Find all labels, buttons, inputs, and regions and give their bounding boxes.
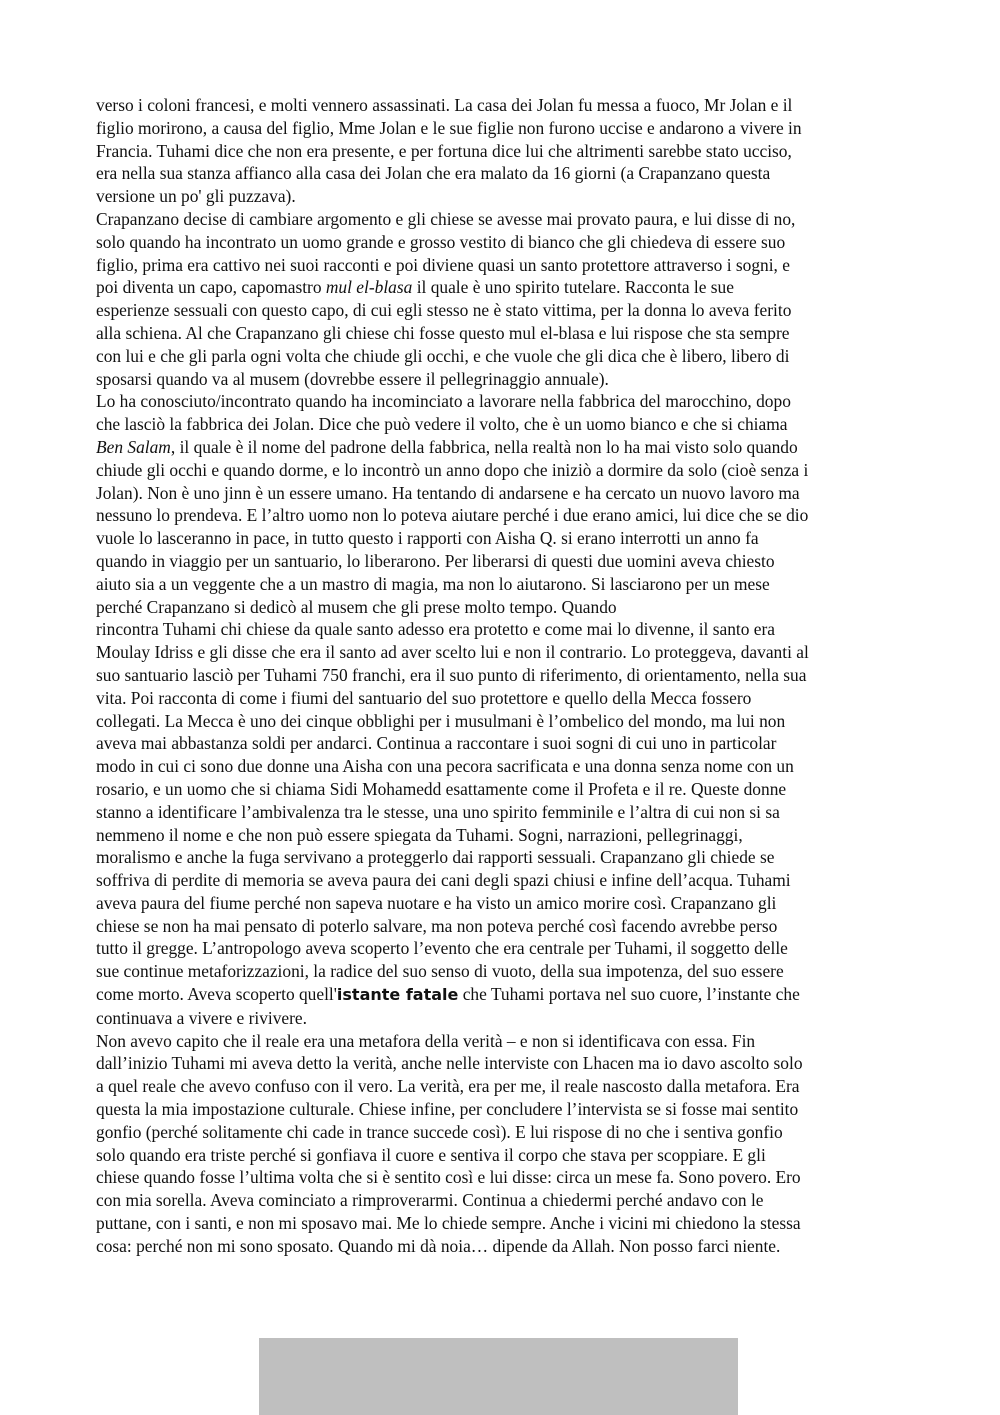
text-line: quando in viaggio per un santuario, lo liberarono. Per liberarsi di questi due uomini aveva chiesto xyxy=(96,550,775,571)
text-line: nessuno lo prendeva. E l’altro uomo non lo poteva aiutare perché i due erano amici, lui dice che se dio xyxy=(96,505,809,526)
text-line: gonfio (perché solitamente chi cade in trance succede così). E lui rispose di no che i sentiva gonfio xyxy=(96,1121,783,1142)
text-line: nemmeno il nome e che non può essere spiegata da Tuhami. Sogni, narrazioni, pellegrinaggi, xyxy=(96,824,743,845)
text-segment: il quale è uno spirito tutelare. Racconta le sue xyxy=(412,277,734,298)
text-line: Lo ha conosciuto/incontrato quando ha incominciato a lavorare nella fabbrica del marocchino, dopo xyxy=(96,391,791,412)
text-line: con lui e che gli parla ogni volta che chiude gli occhi, e che vuole che gli dica che è libero, libero di xyxy=(96,345,790,366)
text-line: alla schiena. Al che Crapanzano gli chiese chi fosse questo mul el-blasa e lui rispose che sta sempre xyxy=(96,322,790,343)
text-line: moralismo e anche la fuga servivano a proteggerlo dai rapporti sessuali. Crapanzano gli chiede se xyxy=(96,847,775,868)
text-line: chiese quando fosse l’ultima volta che si è sentito così e lui disse: circa un mese fa. Sono povero. Ero xyxy=(96,1167,801,1188)
text-line: questa la mia impostazione culturale. Chiese infine, per concludere l’intervista se si fosse mai sentito xyxy=(96,1099,799,1120)
text-line: chiude gli occhi e quando dorme, e lo incontrò un anno dopo che iniziò a dormire da solo (cioè senza i xyxy=(96,459,809,480)
text-line: solo quando ha incontrato un uomo grande e grosso vestito di bianco che gli chiedeva di essere suo xyxy=(96,231,786,252)
text-line: aiuto sia a un veggente che a un mastro di magia, ma non lo aiutarono. Si lasciarono per un mese xyxy=(96,573,770,594)
text-line: vuole lo lasceranno in pace, in tutto questo i rapporti con Aisha Q. si erano interrotti un anno fa xyxy=(96,528,759,549)
bold-phrase: istante fatale xyxy=(336,985,459,1005)
text-segment: che Tuhami portava nel suo cuore, l’instante che xyxy=(458,984,800,1005)
text-line: era nella sua stanza affianco alla casa dei Jolan che era malato da 16 giorni (a Crapanzano questa xyxy=(96,163,771,184)
text-line: Jolan). Non è uno jinn è un essere umano. Ha tentando di andarsene e ha cercato un nuovo lavoro ma xyxy=(96,482,800,503)
text-line: suo santuario lasciò per Tuhami 750 franchi, era il suo punto di riferimento, di orientamento, nella sua xyxy=(96,664,807,685)
text-segment: , il quale è il nome del padrone della fabbrica, nella realtà non lo ha mai visto solo quando xyxy=(170,436,798,457)
text-line: versione un po' gli puzzava). xyxy=(96,186,296,207)
text-line: puttane, con i santi, e non mi sposavo mai. Me lo chiede sempre. Anche i vicini mi chiedono la stessa xyxy=(96,1213,801,1234)
text-line: Crapanzano decise di cambiare argomento e gli chiese se avesse mai provato paura, e lui disse di no, xyxy=(96,208,796,229)
text-line: esperienze sessuali con questo capo, di cui egli stesso ne è stato vittima, per la donna lo aveva ferito xyxy=(96,300,792,321)
text-line: a quel reale che avevo confuso con il vero. La verità, era per me, il reale nascosto dalla metafora. Era xyxy=(96,1076,800,1097)
text-segment: poi diventa un capo, capomastro xyxy=(96,277,326,298)
text-line: dall’inizio Tuhami mi aveva detto la verità, anche nelle interviste con Lhacen ma io davo ascolto solo xyxy=(96,1053,803,1074)
text-line: collegati. La Mecca è uno dei cinque obblighi per i musulmani è l’ombelico del mondo, ma lui non xyxy=(96,710,786,731)
text-line: solo quando era triste perché si gonfiava il cuore e sentiva il corpo che stava per scoppiare. E gli xyxy=(96,1144,766,1165)
text-line: modo in cui ci sono due donne una Aisha con una pecora sacrificata e una donna senza nome con un xyxy=(96,756,794,777)
document-body xyxy=(96,94,932,1258)
text-line: rosario, e un uomo che si chiama Sidi Mohamedd esattamente come il Profeta e il re. Queste donne xyxy=(96,778,787,799)
text-line xyxy=(96,436,932,459)
text-line: tutto il gregge. L’antropologo aveva scoperto l’evento che era centrale per Tuhami, il soggetto delle xyxy=(96,938,788,959)
text-line: sue continue metaforizzazioni, la radice del suo senso di vuoto, della sua impotenza, del suo essere xyxy=(96,961,784,982)
text-line: che lasciò la fabbrica dei Jolan. Dice che può vedere il volto, che è un uomo bianco e che si chiama xyxy=(96,414,788,435)
text-line: continuava a vivere e rivivere. xyxy=(96,1007,307,1028)
text-line: con mia sorella. Aveva cominciato a rimproverarmi. Continua a chiedermi perché andavo con le xyxy=(96,1190,764,1211)
text-line: Moulay Idriss e gli disse che era il santo ad aver scelto lui e non il contrario. Lo proteggeva, davanti al xyxy=(96,642,809,663)
text-segment: come morto. Aveva scoperto quell' xyxy=(96,984,337,1005)
text-line xyxy=(96,276,932,299)
footer-gray-block xyxy=(259,1338,738,1415)
text-line: chiese se non ha mai pensato di poterlo salvare, ma non poteva perché così facendo avrebbe perso xyxy=(96,915,778,936)
italic-term: mul el-blasa xyxy=(325,277,413,298)
text-line: soffriva di perdite di memoria se aveva paura dei cani degli spazi chiusi e infine dell’acqua. Tuhami xyxy=(96,870,791,891)
text-line: aveva paura del fiume perché non sapeva nuotare e ha visto un amico morire così. Crapanzano gli xyxy=(96,892,777,913)
text-line: perché Crapanzano si dedicò al musem che gli prese molto tempo. Quando xyxy=(96,596,617,617)
italic-term: Ben Salam xyxy=(96,436,171,457)
text-line: cosa: perché non mi sono sposato. Quando mi dà noia… dipende da Allah. Non posso farci niente. xyxy=(96,1235,781,1256)
text-line: figlio morirono, a causa del figlio, Mme Jolan e le sue figlie non furono uccise e andarono a vivere in xyxy=(96,117,802,138)
text-line: figlio, prima era cattivo nei suoi racconti e poi diviene quasi un santo protettore attraverso i sogni, e xyxy=(96,254,790,275)
text-line xyxy=(96,983,932,1007)
text-line: rincontra Tuhami chi chiese da quale santo adesso era protetto e come mai lo divenne, il santo era xyxy=(96,619,775,640)
text-line: verso i coloni francesi, e molti vennero assassinati. La casa dei Jolan fu messa a fuoco, Mr Jolan e il xyxy=(96,95,793,115)
text-line: vita. Poi racconta di come i fiumi del santuario del suo protettore e quello della Mecca fossero xyxy=(96,687,752,708)
text-line: Non avevo capito che il reale era una metafora della verità – e non si identificava con essa. Fin xyxy=(96,1030,756,1051)
text-line: aveva mai abbastanza soldi per andarci. Continua a raccontare i suoi sogni di cui uno in particolar xyxy=(96,733,777,754)
text-line: Francia. Tuhami dice che non era presente, e per fortuna dice lui che altrimenti sarebbe stato ucciso, xyxy=(96,140,792,161)
text-line: sposarsi quando va al musem (dovrebbe essere il pellegrinaggio annuale). xyxy=(96,368,609,389)
text-line: stanno a identificare l’ambivalenza tra le stesse, una uno spirito femminile e l’altra di cui non si sa xyxy=(96,801,780,822)
